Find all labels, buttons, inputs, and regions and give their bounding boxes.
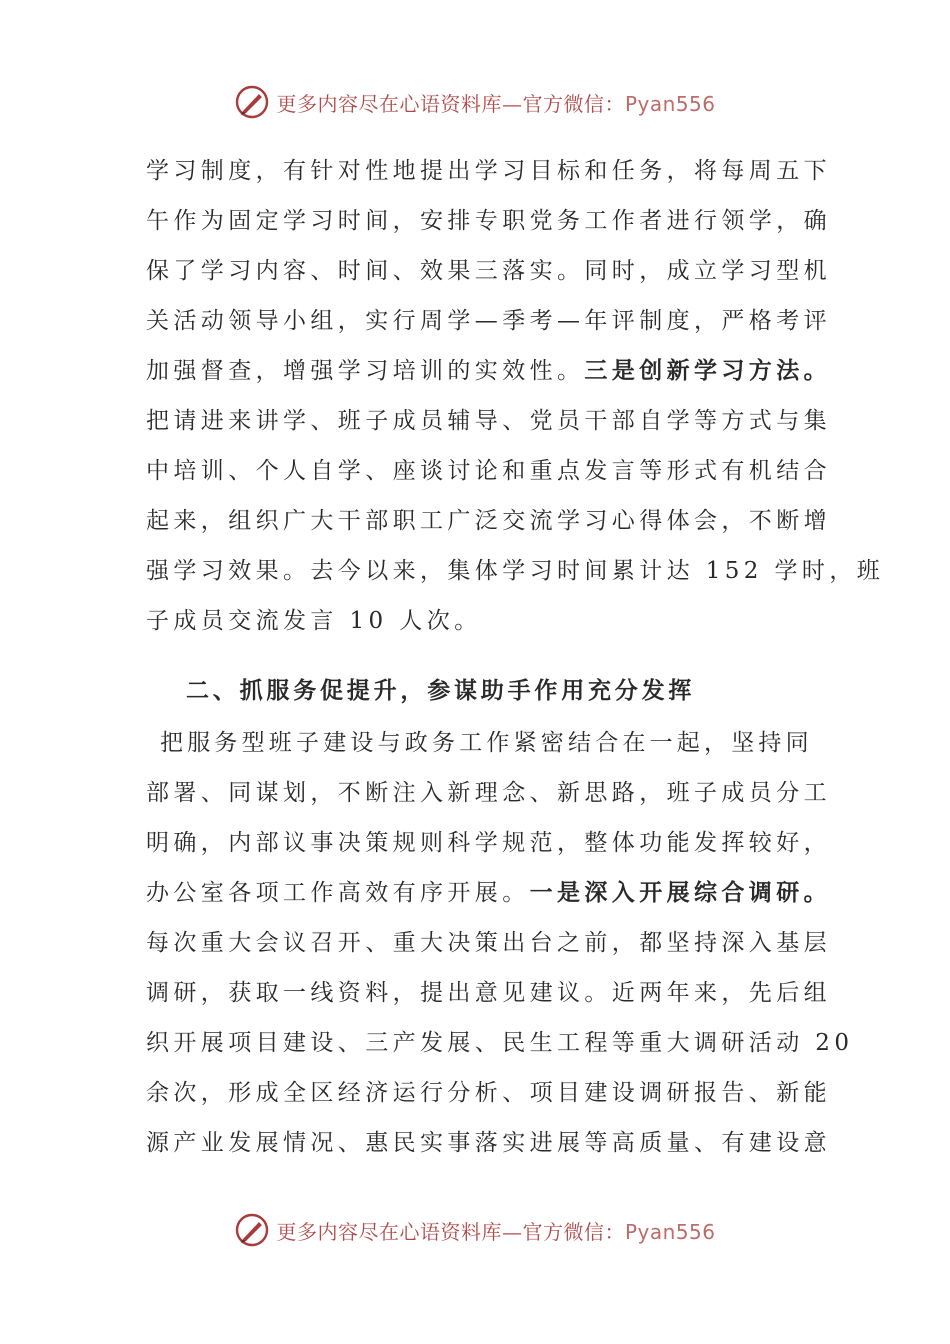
paragraph-2-line-7: 织开展项目建设、三产发展、民生工程等重大调研活动 20 xyxy=(146,1030,854,1056)
paragraph-1-line-3: 保了学习内容、时间、效果三落实。同时，成立学习型机 xyxy=(146,258,831,284)
header-banner xyxy=(0,82,950,122)
section-heading-2: 二、抓服务促提升，参谋助手作用充分发挥 xyxy=(186,677,696,704)
document-body xyxy=(146,146,885,1168)
banner-text: 更多内容尽在心语资料库—官方微信：Pyan556 xyxy=(276,1219,716,1244)
bold-point-3: 三是创新学习方法。 xyxy=(584,357,832,384)
paragraph-2-line-1: 把服务型班子建设与政务工作紧密结合在一起，坚持同 xyxy=(160,730,813,756)
bold-point-1: 一是深入开展综合调研。 xyxy=(529,879,832,906)
paragraph-1-line-9: 强学习效果。去今以来，集体学习时间累计达 152 学时，班 xyxy=(146,558,885,584)
banner-wechat-id: Pyan556 xyxy=(624,91,716,116)
paragraph-2-line-8: 余次，形成全区经济运行分析、项目建设调研报告、新能 xyxy=(146,1080,831,1106)
paragraph-2-line-2: 部署、同谋划，不断注入新理念、新思路，班子成员分工 xyxy=(146,780,831,806)
banner-text: 更多内容尽在心语资料库—官方微信：Pyan556 xyxy=(276,91,716,116)
footer-banner xyxy=(0,1210,950,1250)
paragraph-1-line-7: 中培训、个人自学、座谈讨论和重点发言等形式有机结合 xyxy=(146,458,831,484)
paragraph-1-line-5: 加强督查，增强学习培训的实效性。三是创新学习方法。 xyxy=(146,357,832,384)
paragraph-2-line-4: 办公室各项工作高效有序开展。一是深入开展综合调研。 xyxy=(146,879,832,906)
paragraph-2-line-5: 每次重大会议召开、重大决策出台之前，都坚持深入基层 xyxy=(146,930,831,956)
pen-logo-icon xyxy=(234,84,270,120)
paragraph-1-line-2: 午作为固定学习时间，安排专职党务工作者进行领学，确 xyxy=(146,208,831,234)
paragraph-1-line-1: 学习制度，有针对性地提出学习目标和任务，将每周五下 xyxy=(146,158,831,184)
paragraph-1-line-6: 把请进来讲学、班子成员辅导、党员干部自学等方式与集 xyxy=(146,408,831,434)
paragraph-1-line-10: 子成员交流发言 10 人次。 xyxy=(146,608,482,634)
paragraph-2-line-6: 调研，获取一线资料，提出意见建议。近两年来，先后组 xyxy=(146,980,831,1006)
banner-wechat-id: Pyan556 xyxy=(624,1219,716,1244)
paragraph-2-line-3: 明确，内部议事决策规则科学规范，整体功能发挥较好， xyxy=(146,830,831,856)
paragraph-2-line-9: 源产业发展情况、惠民实事落实进展等高质量、有建设意 xyxy=(146,1130,831,1156)
pen-logo-icon xyxy=(234,1212,270,1248)
paragraph-1-line-4: 关活动领导小组，实行周学—季考—年评制度，严格考评 xyxy=(146,308,831,334)
paragraph-1-line-8: 起来，组织广大干部职工广泛交流学习心得体会，不断增 xyxy=(146,508,831,534)
